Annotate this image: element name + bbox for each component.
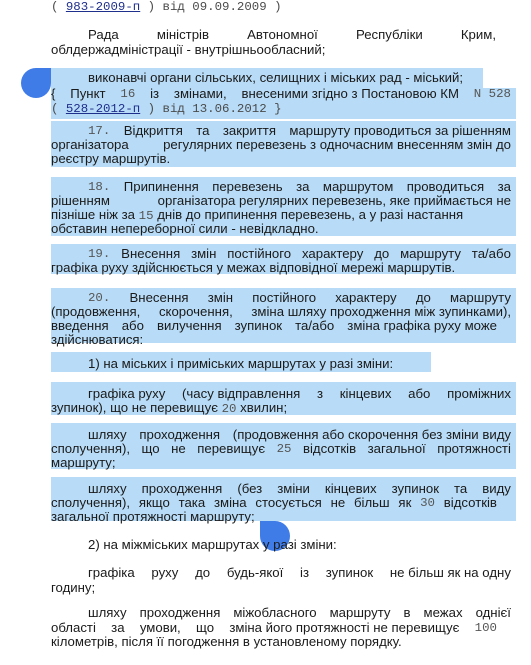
resolution-link-983[interactable]: 983-2009-п: [65, 0, 141, 14]
shlyakh1-line-3: маршруту;: [51, 455, 116, 470]
item-2-label: 2) на міжміських маршрутах у разі зміни:: [88, 537, 337, 552]
p18-line-3: пізніше ніж за 15 днів до припинення перевезень, а у разі настання: [51, 207, 464, 223]
shlyakh3-line-1: шляху проходження міжобласного маршруту в межах однієї: [88, 605, 511, 620]
p17-line-2: організатора регулярних перевезень з одночасним внесенням змін до: [51, 137, 511, 152]
resolution-link-528[interactable]: 528-2012-п: [65, 102, 141, 116]
p17-line-1: 17. Відкриття та закриття маршруту проводиться за рішенням: [88, 123, 511, 138]
p20-line-4: здійснюватися:: [51, 332, 144, 347]
p18-line-1: 18. Припинення перевезень за маршрутом проводиться за: [88, 179, 511, 194]
shlyakh1-line-1: шляху проходження (продовження або скорочення без зміни виду: [88, 427, 511, 442]
p20-line-3: введення або вилучення зупинок та/або зміна графіка руху може: [51, 318, 497, 333]
vykonavchi-line-1: виконавчі органи сільських, селищних і міських рад - міський;: [88, 70, 464, 85]
vykonavchi-line-3: ( 528-2012-п ) від 13.06.2012 }: [51, 102, 282, 116]
shlyakh1-line-2: сполучення), що не перевищує 25 відсотків загальної протяжності: [51, 441, 511, 456]
rada-line-1: Рада міністрів Автономної Республіки Крим,: [88, 27, 496, 42]
shlyakh3-line-2: області за умови, що зміна його протяжності не перевищує 100: [51, 620, 497, 635]
item-1-label: 1) на міських і приміських маршрутах у разі зміни:: [88, 356, 394, 371]
p18-line-2: рішенням організатора регулярних перевезень, яке приймається не: [51, 193, 511, 208]
p19-line-1: 19. Внесення змін постійного характеру до маршруту та/або: [88, 246, 511, 261]
shlyakh2-line-2: сполучення), якщо така зміна стосується не більш як 30 відсотків: [51, 495, 497, 510]
shlyakh2-line-3: загальної протяжності маршруту;: [51, 509, 255, 524]
grafik-line-2: зупинок), що не перевищує 20 хвилин;: [51, 400, 288, 416]
grafik2-line-1: графіка руху до будь-якої із зупинок не більш як на одну: [88, 565, 511, 580]
grafik2-line-2: годину;: [51, 580, 96, 595]
selection-start-handle[interactable]: [21, 68, 51, 98]
p20-line-2: (продовження, скорочення, зміна шляху проходження між зупинками),: [51, 304, 511, 319]
top-reference: ( 983-2009-п ) від 09.09.2009 ): [51, 0, 282, 14]
vykonavchi-line-2: { Пункт 16 із змінами, внесеними згідно з Постановою КМ N 528: [51, 86, 511, 101]
p19-line-2: графіка руху здійснюється у межах відповідної мережі маршрутів.: [51, 260, 456, 275]
p20-line-1: 20. Внесення змін постійного характеру до маршруту: [88, 290, 511, 305]
grafik-line-1: графіка руху (часу відправлення з кінцевих або проміжних: [88, 386, 511, 401]
shlyakh2-line-1: шляху проходження (без зміни кінцевих зупинок та виду: [88, 481, 511, 496]
shlyakh3-line-3: кілометрів, після її погодження в установленому порядку.: [51, 634, 402, 649]
p17-line-3: реєстру маршрутів.: [51, 151, 171, 166]
p18-line-4: обставин непереборної сили - невідкладно.: [51, 221, 319, 236]
rada-line-2: облдержадміністрації - внутрішньообласний;: [51, 42, 326, 57]
